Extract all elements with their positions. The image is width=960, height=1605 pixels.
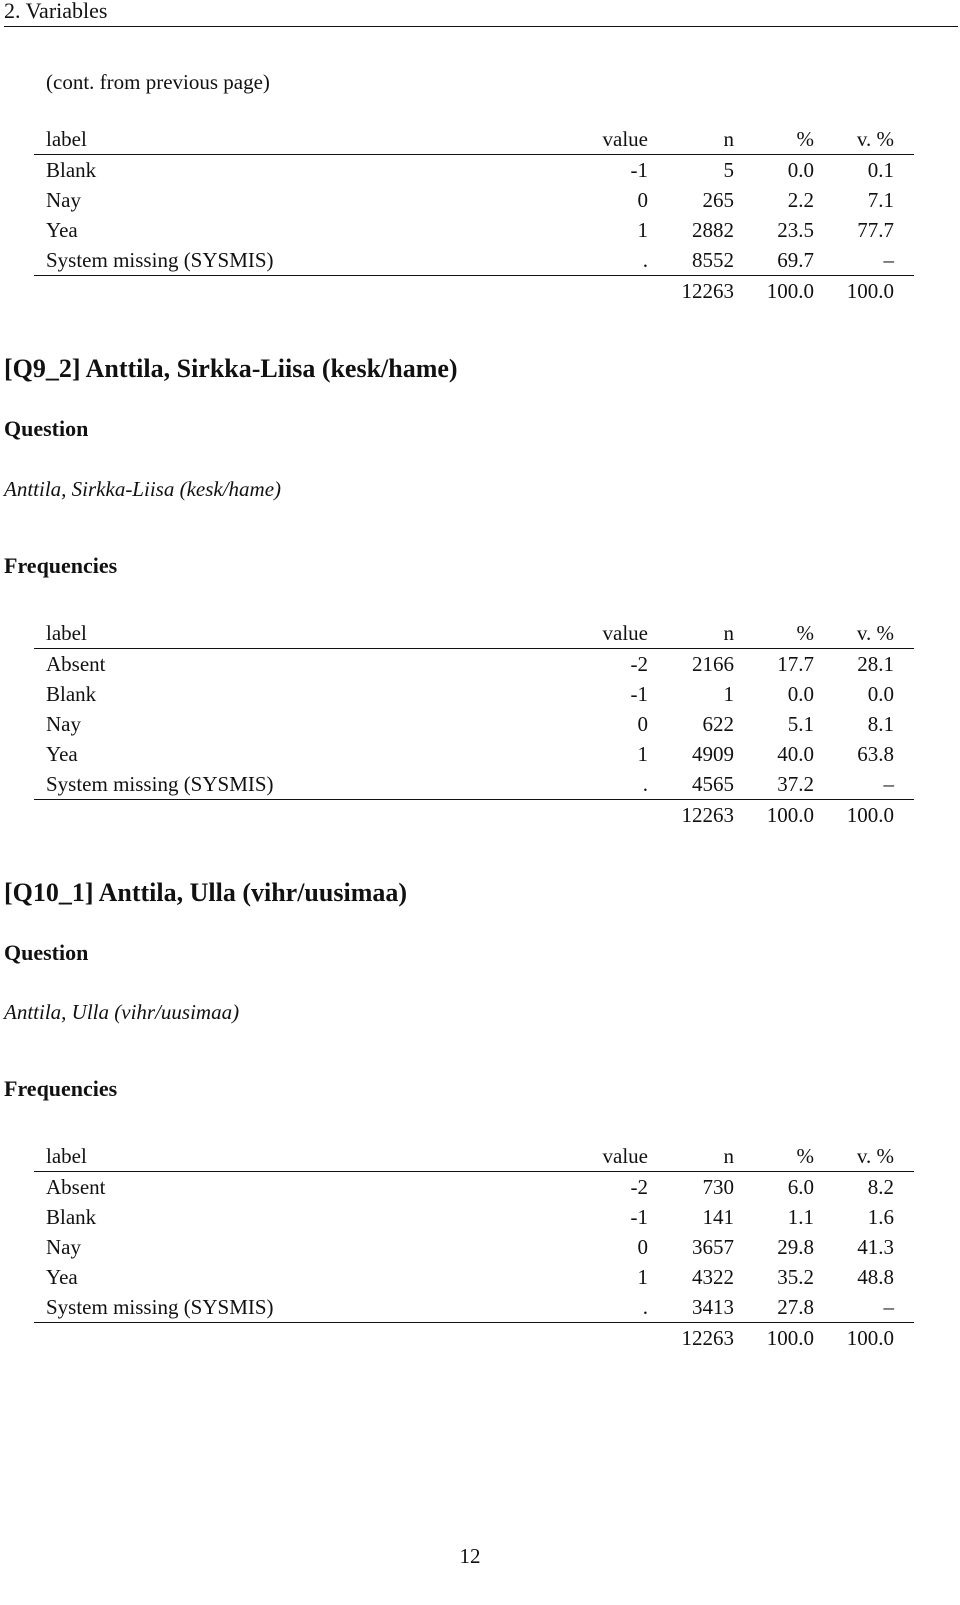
row-n: 265 bbox=[702, 188, 734, 212]
row-value: -2 bbox=[630, 1175, 648, 1199]
row-n: 4909 bbox=[692, 742, 734, 766]
row-value: -2 bbox=[630, 652, 648, 676]
row-n: 2166 bbox=[692, 652, 734, 676]
row-n: 2882 bbox=[692, 218, 734, 242]
row-label: Yea bbox=[46, 1265, 78, 1289]
row-n: 3413 bbox=[648, 1292, 734, 1323]
row-value: 0 bbox=[637, 188, 648, 212]
table-row bbox=[34, 185, 914, 215]
col-pct-header: % bbox=[734, 124, 814, 155]
row-label: Yea bbox=[46, 218, 78, 242]
row-label: System missing (SYSMIS) bbox=[34, 769, 568, 800]
table-row bbox=[34, 1172, 914, 1203]
row-n: 5 bbox=[723, 158, 734, 182]
row-label: System missing (SYSMIS) bbox=[34, 245, 568, 276]
total-vpct: 100.0 bbox=[846, 279, 894, 303]
col-label-header: label bbox=[34, 618, 568, 649]
row-pct: 0.0 bbox=[787, 158, 814, 182]
question-heading: Question bbox=[4, 940, 89, 965]
row-pct: 2.2 bbox=[787, 188, 814, 212]
row-pct: 69.7 bbox=[734, 245, 814, 276]
frequency-table-q10-1 bbox=[34, 1141, 914, 1353]
row-pct: 17.7 bbox=[777, 652, 814, 676]
row-pct: 0.0 bbox=[787, 682, 814, 706]
row-vpct: 63.8 bbox=[857, 742, 894, 766]
row-pct: 40.0 bbox=[777, 742, 814, 766]
total-pct: 100.0 bbox=[766, 803, 814, 827]
row-pct: 6.0 bbox=[787, 1175, 814, 1199]
col-n-header: n bbox=[648, 1141, 734, 1172]
page-number: 12 bbox=[459, 1544, 481, 1568]
row-n: 8552 bbox=[648, 245, 734, 276]
row-pct: 5.1 bbox=[787, 712, 814, 736]
row-value: -1 bbox=[630, 682, 648, 706]
total-pct: 100.0 bbox=[766, 1326, 814, 1350]
section-title-q10-1: [Q10_1] Anttila, Ulla (vihr/uusimaa) bbox=[4, 878, 408, 907]
col-pct-header: % bbox=[734, 1141, 814, 1172]
frequencies-heading: Frequencies bbox=[4, 553, 118, 578]
total-vpct: 100.0 bbox=[846, 1326, 894, 1350]
row-vpct: – bbox=[814, 1292, 914, 1323]
row-vpct: 28.1 bbox=[857, 652, 894, 676]
header-rule bbox=[4, 26, 958, 27]
col-label-header: label bbox=[34, 124, 568, 155]
row-vpct: – bbox=[814, 245, 914, 276]
section-title-q9-2: [Q9_2] Anttila, Sirkka-Liisa (kesk/hame) bbox=[4, 354, 458, 383]
row-vpct: 8.1 bbox=[867, 712, 894, 736]
row-value: 1 bbox=[637, 742, 648, 766]
row-value: 0 bbox=[637, 1235, 648, 1259]
question-heading: Question bbox=[4, 416, 89, 441]
col-value-header: value bbox=[568, 618, 648, 649]
table-row bbox=[34, 739, 914, 769]
frequency-table-continued bbox=[34, 124, 914, 306]
row-vpct: – bbox=[814, 769, 914, 800]
continuation-note: (cont. from previous page) bbox=[46, 70, 270, 94]
row-pct: 23.5 bbox=[777, 218, 814, 242]
question-text: Anttila, Sirkka-Liisa (kesk/hame) bbox=[4, 477, 282, 501]
row-pct: 29.8 bbox=[777, 1235, 814, 1259]
row-vpct: 8.2 bbox=[867, 1175, 894, 1199]
row-vpct: 0.0 bbox=[867, 682, 894, 706]
row-label: Absent bbox=[46, 652, 106, 676]
running-head: 2. Variables bbox=[4, 0, 108, 23]
row-n: 1 bbox=[723, 682, 734, 706]
col-value-header: value bbox=[568, 124, 648, 155]
col-vpct-header: v. % bbox=[814, 1141, 914, 1172]
row-value: 1 bbox=[637, 218, 648, 242]
row-label: System missing (SYSMIS) bbox=[34, 1292, 568, 1323]
total-n: 12263 bbox=[681, 279, 734, 303]
row-pct: 27.8 bbox=[734, 1292, 814, 1323]
row-n: 622 bbox=[702, 712, 734, 736]
row-value: 0 bbox=[637, 712, 648, 736]
table-total-row bbox=[34, 276, 914, 307]
table-row bbox=[34, 1292, 914, 1323]
row-label: Blank bbox=[46, 158, 97, 182]
col-pct-header: % bbox=[734, 618, 814, 649]
col-value-header: value bbox=[568, 1141, 648, 1172]
row-n: 4322 bbox=[692, 1265, 734, 1289]
table-row bbox=[34, 649, 914, 680]
table-header-row bbox=[34, 618, 914, 649]
row-label: Nay bbox=[46, 712, 81, 736]
row-vpct: 48.8 bbox=[857, 1265, 894, 1289]
table-row bbox=[34, 769, 914, 800]
row-value: . bbox=[568, 245, 648, 276]
col-label-header: label bbox=[34, 1141, 568, 1172]
row-n: 141 bbox=[702, 1205, 734, 1229]
col-vpct-header: v. % bbox=[814, 124, 914, 155]
frequencies-heading: Frequencies bbox=[4, 1076, 118, 1101]
row-value: -1 bbox=[630, 158, 648, 182]
table-total-row bbox=[34, 800, 914, 831]
table-row bbox=[34, 1262, 914, 1292]
total-n: 12263 bbox=[681, 803, 734, 827]
col-n-header: n bbox=[648, 618, 734, 649]
row-vpct: 7.1 bbox=[867, 188, 894, 212]
row-label: Nay bbox=[46, 188, 81, 212]
row-vpct: 77.7 bbox=[857, 218, 894, 242]
row-label: Absent bbox=[46, 1175, 106, 1199]
row-n: 730 bbox=[702, 1175, 734, 1199]
table-total-row bbox=[34, 1323, 914, 1354]
row-label: Yea bbox=[46, 742, 78, 766]
row-value: . bbox=[568, 769, 648, 800]
frequency-table-q9-2 bbox=[34, 618, 914, 830]
total-n: 12263 bbox=[681, 1326, 734, 1350]
row-n: 3657 bbox=[692, 1235, 734, 1259]
row-value: . bbox=[568, 1292, 648, 1323]
table-row bbox=[34, 155, 914, 186]
row-vpct: 1.6 bbox=[867, 1205, 894, 1229]
table-row bbox=[34, 709, 914, 739]
row-label: Nay bbox=[46, 1235, 81, 1259]
table-row bbox=[34, 1202, 914, 1232]
row-vpct: 41.3 bbox=[857, 1235, 894, 1259]
table-header-row bbox=[34, 124, 914, 155]
col-vpct-header: v. % bbox=[814, 618, 914, 649]
total-vpct: 100.0 bbox=[846, 803, 894, 827]
row-label: Blank bbox=[46, 682, 97, 706]
table-row bbox=[34, 679, 914, 709]
row-pct: 37.2 bbox=[734, 769, 814, 800]
row-pct: 35.2 bbox=[777, 1265, 814, 1289]
col-n-header: n bbox=[648, 124, 734, 155]
row-pct: 1.1 bbox=[787, 1205, 814, 1229]
table-row bbox=[34, 215, 914, 245]
row-n: 4565 bbox=[648, 769, 734, 800]
row-value: 1 bbox=[637, 1265, 648, 1289]
table-row bbox=[34, 245, 914, 276]
row-label: Blank bbox=[46, 1205, 97, 1229]
total-pct: 100.0 bbox=[766, 279, 814, 303]
question-text: Anttila, Ulla (vihr/uusimaa) bbox=[4, 1000, 240, 1024]
row-value: -1 bbox=[630, 1205, 648, 1229]
row-vpct: 0.1 bbox=[867, 158, 894, 182]
table-row bbox=[34, 1232, 914, 1262]
table-header-row bbox=[34, 1141, 914, 1172]
